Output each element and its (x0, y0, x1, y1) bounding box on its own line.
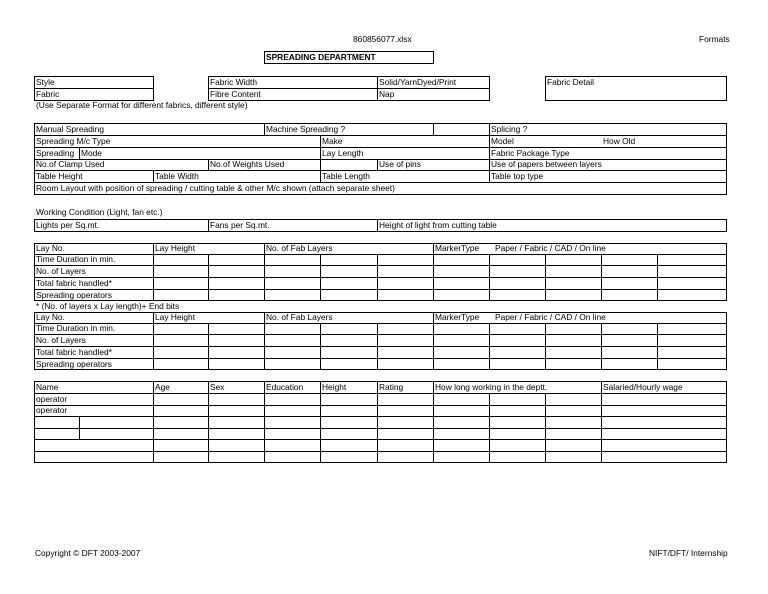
formats-label: Formats (699, 34, 730, 44)
solid-dyed-print-label: Solid/YarnDyed/Print (379, 77, 457, 87)
divider (153, 312, 154, 370)
divider (489, 393, 490, 463)
divider (657, 323, 658, 370)
table-top-type-label: Table top type (491, 171, 544, 181)
lay-length-label: Lay Length (322, 148, 364, 158)
divider (153, 381, 154, 463)
divider (208, 219, 209, 232)
divider (34, 289, 727, 290)
divider (34, 254, 727, 255)
divider (208, 323, 209, 370)
divider (264, 243, 265, 301)
divider (34, 147, 727, 148)
fibre-content-label: Fibre Content (210, 89, 261, 99)
divider (34, 428, 727, 429)
height-header: Height (322, 382, 347, 392)
divider (153, 243, 154, 301)
divider (545, 323, 546, 370)
nap-label: Nap (379, 89, 395, 99)
divider (377, 159, 378, 170)
fabric-detail-label: Fabric Detail (547, 77, 595, 87)
age-header: Age (155, 382, 170, 392)
divider (601, 254, 602, 301)
divider (34, 170, 727, 171)
divider (34, 334, 727, 335)
no-layers-label: No. of Layers (36, 266, 86, 276)
lay-no-label: Lay No. (36, 243, 65, 253)
name-header: Name (36, 382, 59, 392)
divider (153, 170, 154, 182)
weights-used-label: No.of Weights Used (210, 159, 285, 169)
divider (489, 123, 490, 182)
divider (320, 135, 321, 182)
divider (208, 254, 209, 301)
light-height-label: Height of light from cutting table (379, 220, 497, 230)
divider (377, 381, 378, 463)
working-condition-heading: Working Condition (Light, fan etc.) (36, 207, 163, 217)
divider (208, 159, 209, 170)
operator-row-label: operator (36, 394, 68, 404)
divider (34, 416, 727, 417)
divider (34, 323, 727, 324)
lay-table-2 (34, 312, 727, 370)
fabric-width-label: Fabric Width (210, 77, 258, 87)
divider (433, 123, 434, 135)
divider (34, 439, 727, 440)
splicing-label: Splicing ? (491, 124, 528, 134)
divider (34, 405, 727, 406)
how-old-label: How Old (603, 136, 636, 146)
lay-no-label: Lay No. (36, 312, 65, 322)
lay-table-1 (34, 243, 727, 301)
divider (489, 254, 490, 301)
divider (264, 381, 265, 463)
total-fabric-label: Total fabric handled* (36, 278, 112, 288)
time-duration-label: Time Duration in min. (36, 254, 116, 264)
clamp-used-label: No.of Clamp Used (36, 159, 105, 169)
divider (34, 277, 727, 278)
divider (601, 323, 602, 370)
fab-layers-label: No. of Fab Layers (266, 243, 333, 253)
footer-right-text: NIFT/DFT/ Internship (649, 548, 728, 558)
salaried-header: Salaried/Hourly wage (603, 382, 683, 392)
divider (377, 323, 378, 370)
fab-layers-label: No. of Fab Layers (266, 312, 333, 322)
no-layers-label: No. of Layers (36, 335, 86, 345)
divider (657, 254, 658, 301)
divider (34, 265, 727, 266)
rating-header: Rating (379, 382, 404, 392)
style-label: Style (36, 77, 55, 87)
marker-type-label: MarkerType (435, 312, 480, 322)
time-duration-label: Time Duration in min. (36, 323, 116, 333)
divider (208, 381, 209, 463)
divider (320, 323, 321, 370)
divider (320, 254, 321, 301)
lay-height-label: Lay Height (155, 312, 196, 322)
divider (320, 381, 321, 463)
divider (264, 123, 265, 135)
operator-row-label: operator (36, 405, 68, 415)
spreading-mode-label-a: Spreading (36, 148, 75, 158)
manual-spreading-label: Manual Spreading (36, 124, 104, 134)
fabric-package-type-label: Fabric Package Type (491, 148, 570, 158)
sex-header: Sex (210, 382, 225, 392)
use-of-papers-label: Use of papers between layers (491, 159, 602, 169)
spreading-operators-label: Spreading operators (36, 359, 112, 369)
divider (433, 381, 434, 463)
divider (377, 76, 378, 101)
divider (79, 416, 80, 439)
copyright-text: Copyright © DFT 2003-2007 (35, 548, 141, 558)
divider (377, 219, 378, 232)
separate-format-note: (Use Separate Format for different fabrics, different style) (36, 100, 248, 110)
divider (264, 312, 265, 370)
spreading-mode-label-b: Mode (81, 148, 102, 158)
divider (433, 243, 434, 301)
table-width-label: Table Width (155, 171, 199, 181)
department-title-box (264, 51, 434, 64)
file-name: 860856077.xlsx (353, 34, 412, 44)
divider (377, 254, 378, 301)
total-fabric-label: Total fabric handled* (36, 347, 112, 357)
education-header: Education (266, 382, 304, 392)
lay-footnote: * (No. of layers x Lay length)+ End bits (36, 301, 180, 311)
divider (34, 451, 727, 452)
room-layout-label: Room Layout with position of spreading / cutting table & other M/c shown (attach separate sheet) (36, 183, 395, 193)
divider (433, 312, 434, 370)
make-label: Make (322, 136, 343, 146)
divider (601, 381, 602, 463)
lights-label: Lights per Sq.mt. (36, 220, 100, 230)
spreading-operators-label: Spreading operators (36, 290, 112, 300)
lay-height-label: Lay Height (155, 243, 196, 253)
marker-options-label: Paper / Fabric / CAD / On line (495, 243, 606, 253)
use-of-pins-label: Use of pins (379, 159, 421, 169)
how-long-header: How long working in the deptt. (435, 382, 548, 392)
marker-options-label: Paper / Fabric / CAD / On line (495, 312, 606, 322)
fans-label: Fans per Sq.mt. (210, 220, 270, 230)
table-length-label: Table Length (322, 171, 370, 181)
divider (34, 358, 727, 359)
divider (545, 254, 546, 301)
divider (34, 346, 727, 347)
divider (545, 393, 546, 463)
divider (34, 393, 727, 394)
department-title: SPREADING DEPARTMENT (266, 52, 376, 62)
spreading-mc-type-label: Spreading M/c Type (36, 136, 111, 146)
divider (489, 323, 490, 370)
machine-spreading-label: Machine Spreading ? (266, 124, 346, 134)
fabric-label: Fabric (36, 89, 60, 99)
divider (79, 147, 80, 159)
model-label: Model (491, 136, 514, 146)
table-height-label: Table Height (36, 171, 83, 181)
marker-type-label: MarkerType (435, 243, 480, 253)
